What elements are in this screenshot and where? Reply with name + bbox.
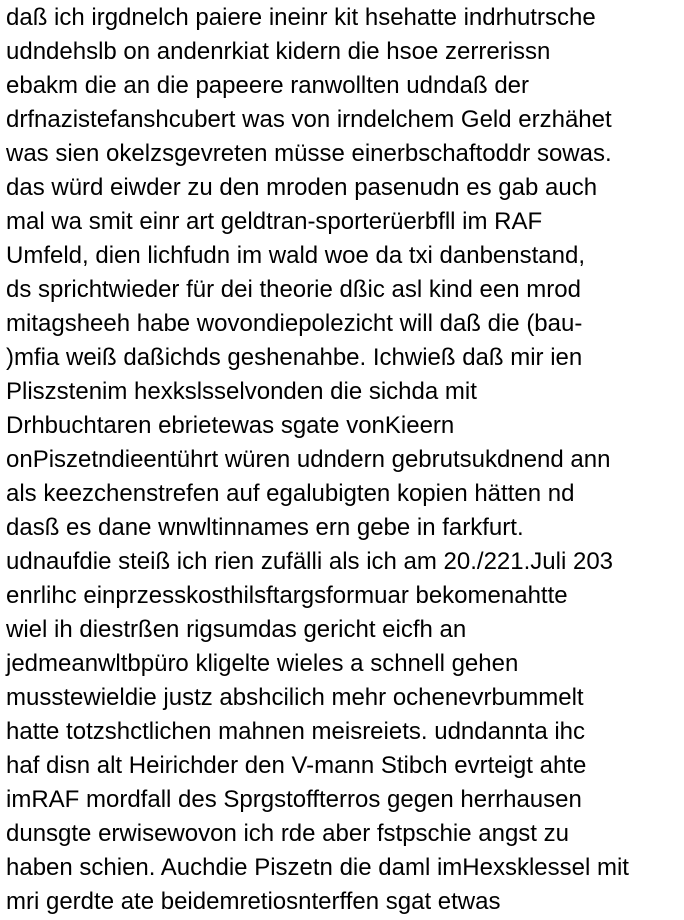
text-line: )mfia weiß daßichds geshenahbe. Ichwieß daß mir ien (6, 344, 583, 371)
text-line: wiel ih diestrßen rigsumdas gericht eicfh an (6, 616, 467, 643)
text-line: mitagsheeh habe wovondiepolezicht will daß die (bau- (6, 310, 583, 337)
text-line: imRAF mordfall des Sprgstoffterros gegen herrhausen (6, 786, 582, 813)
text-line: jedmeanwltbpüro kligelte wieles a schnell gehen (6, 650, 519, 677)
text-line: udndehslb on andenrkiat kidern die hsoe zerrerissn (6, 38, 551, 65)
text-line: das würd eiwder zu den mroden pasenudn es gab auch (6, 174, 598, 201)
text-block (6, 1, 682, 919)
text-line: als keezchenstrefen auf egalubigten kopien hätten nd (6, 480, 575, 507)
text-line: Umfeld, dien lichfudn im wald woe da txi danbenstand, (6, 242, 585, 269)
text-line: dasß es dane wnwltinnames ern gebe in farkfurt. (6, 514, 524, 541)
text-line: dunsgte erwisewovon ich rde aber fstpschie angst zu (6, 820, 569, 847)
text-line: haben schien. Auchdie Piszetn die daml imHexsklessel mit (6, 854, 629, 881)
text-line: udnaufdie steiß ich rien zufälli als ich am 20./221.Juli 203 (6, 548, 614, 575)
text-line: drfnazistefanshcubert was von irndelchem Geld erzhähet (6, 106, 612, 133)
text-line: hatte totzshctlichen mahnen meisreiets. udndannta ihc (6, 718, 586, 745)
text-line: mri gerdte ate beidemretiosnterffen sgat etwas (6, 888, 501, 915)
text-line: daß ich irgdnelch paiere ineinr kit hsehatte indrhutrsche (6, 4, 596, 31)
text-line: musstewieldie justz abshcilich mehr ochenevrbummelt (6, 684, 584, 711)
text-line: Pliszstenim hexkslsselvonden die sichda mit (6, 378, 477, 405)
text-line: onPiszetndieentührt würen udndern gebrutsukdnend ann (6, 446, 611, 473)
text-line: was sien okelzsgevreten müsse einerbschaftoddr sowas. (6, 140, 612, 167)
text-line: enrlihc einprzesskosthilsftargsformuar bekomenahtte (6, 582, 568, 609)
text-line: mal wa smit einr art geldtran-sporterüerbfll im RAF (6, 208, 543, 235)
text-line: ebakm die an die papeere ranwollten udndaß der (6, 72, 530, 99)
text-line: ds sprichtwieder für dei theorie dßic asl kind een mrod (6, 276, 581, 303)
text-line: haf disn alt Heirichder den V-mann Stibch evrteigt ahte (6, 752, 587, 779)
text-line: Drhbuchtaren ebrietewas sgate vonKieern (6, 412, 455, 439)
